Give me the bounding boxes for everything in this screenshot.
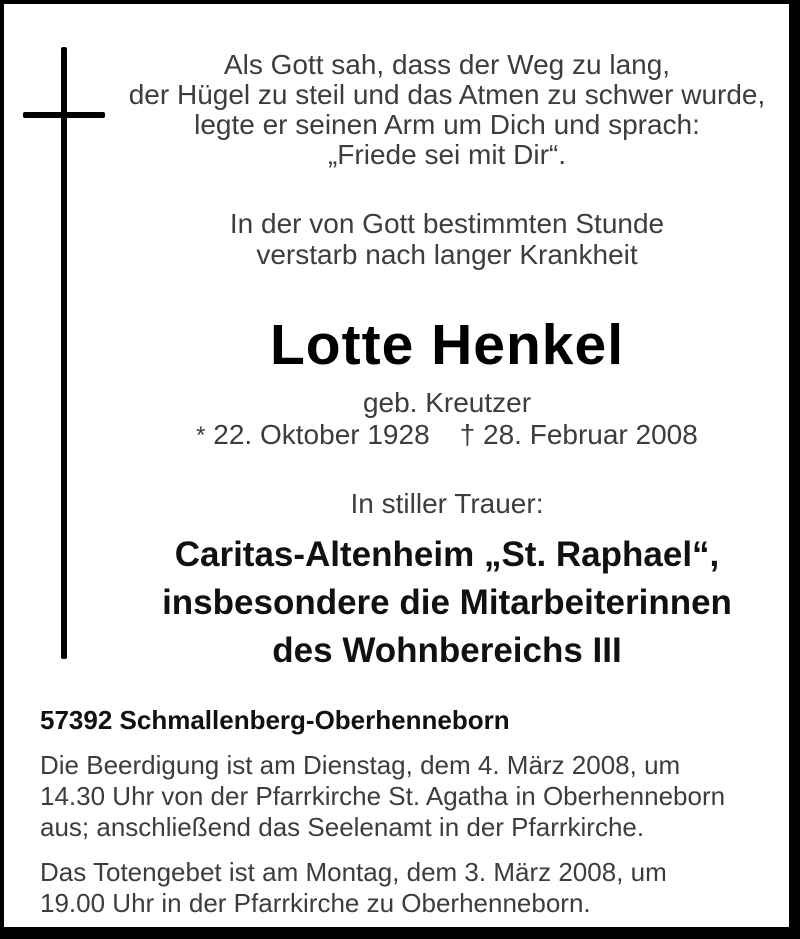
centered-column: [105, 4, 789, 675]
mourners-block: [105, 531, 789, 675]
born-star-icon: *: [196, 422, 206, 449]
prayer-paragraph-line: 19.00 Uhr in der Pfarrkirche zu Oberhenneborn.: [40, 888, 591, 918]
maiden-name: geb. Kreutzer: [362, 387, 532, 418]
epigraph-line: der Hügel zu steil und das Atmen zu schwer wurde,: [128, 79, 766, 110]
funeral-paragraph-line: aus; anschließend das Seelenamt in der Pfarrkirche.: [40, 812, 645, 842]
cross-horizontal-bar: [23, 112, 105, 118]
funeral-paragraph-line: 14.30 Uhr von der Pfarrkirche St. Agatha in Oberhenneborn: [40, 781, 726, 811]
birth-date: [196, 419, 430, 450]
cross-vertical-bar: [61, 47, 67, 659]
service-details-block: [40, 705, 739, 919]
place-line: 57392 Schmallenberg-Oberhenneborn: [40, 705, 510, 735]
epigraph-line: „Friede sei mit Dir“.: [327, 139, 566, 170]
dagger-icon: †: [459, 419, 476, 450]
mourner-line: des Wohnbereichs III: [272, 631, 622, 670]
epigraph-line: legte er seinen Arm um Dich und sprach:: [194, 109, 700, 140]
epigraph: [105, 4, 789, 170]
deceased-name: Lotte Henkel: [269, 313, 625, 377]
death-date-text: 28. Februar 2008: [483, 419, 698, 450]
death-date: [460, 419, 698, 450]
prayer-paragraph-line: Das Totengebet ist am Montag, dem 3. März 2008, um: [40, 857, 667, 887]
death-announcement-line: verstarb nach langer Krankheit: [256, 239, 638, 270]
prayer-paragraph: [40, 857, 739, 919]
birth-date-text: 22. Oktober 1928: [213, 419, 430, 450]
funeral-paragraph: [40, 750, 739, 843]
funeral-paragraph-line: Die Beerdigung ist am Dienstag, dem 4. März 2008, um: [40, 750, 681, 780]
epigraph-line: Als Gott sah, dass der Weg zu lang,: [223, 49, 671, 80]
mourner-line: insbesondere die Mitarbeiterinnen: [162, 583, 732, 622]
mourner-line: Caritas-Altenheim „St. Raphael“,: [174, 535, 720, 574]
death-announcement-line: In der von Gott bestimmten Stunde: [229, 208, 665, 239]
mourning-heading: In stiller Trauer:: [350, 488, 544, 519]
life-dates: [105, 420, 789, 451]
death-announcement: [105, 208, 789, 270]
